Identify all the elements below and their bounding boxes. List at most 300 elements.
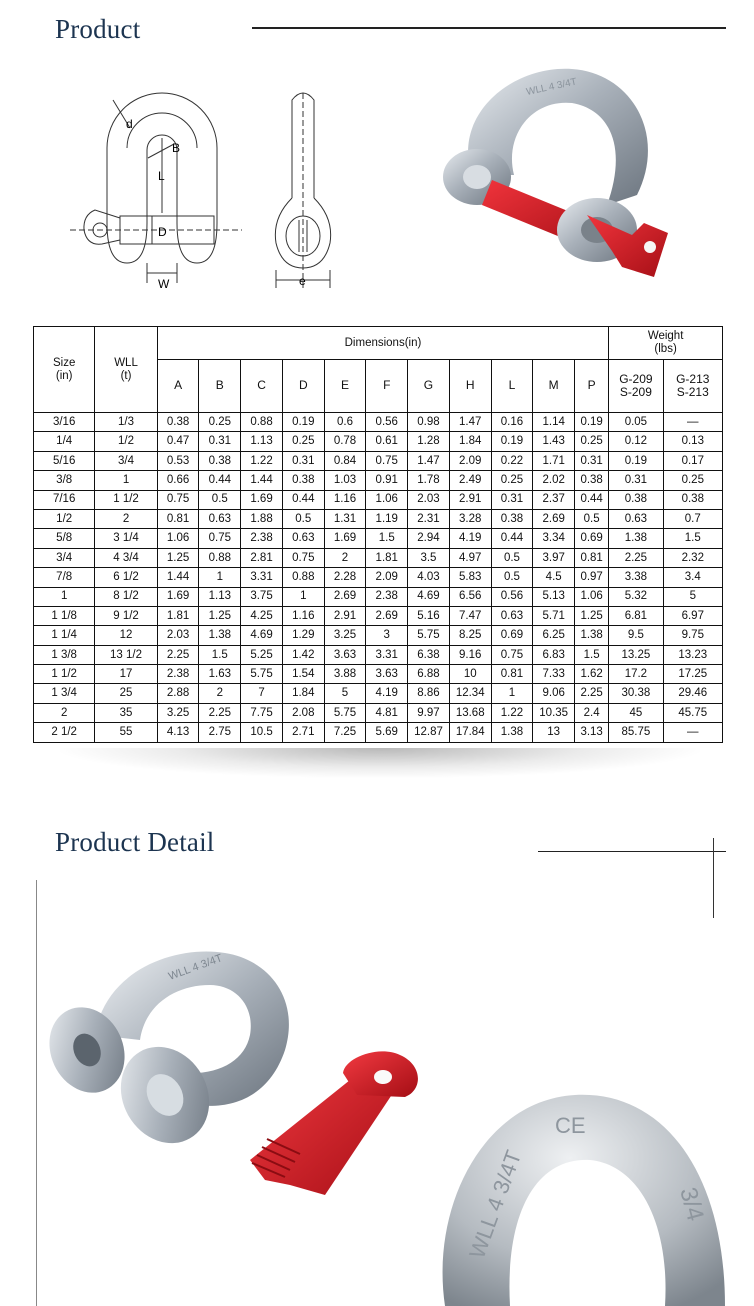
th-size: Size (in) [34, 327, 95, 413]
table-cell: 4.03 [408, 568, 450, 587]
table-cell: 1/2 [95, 432, 157, 451]
table-cell: 0.91 [366, 471, 408, 490]
th-dim-m: M [533, 360, 575, 413]
table-cell: 1.5 [199, 645, 241, 664]
th-dim-a: A [157, 360, 199, 413]
table-cell: 2.02 [533, 471, 575, 490]
table-cell: 1.14 [533, 413, 575, 432]
table-cell: 3.31 [241, 568, 283, 587]
table-cell: 0.31 [609, 471, 663, 490]
table-cell: 3.5 [408, 548, 450, 567]
table-cell: 4 3/4 [95, 548, 157, 567]
table-cell: 4.69 [241, 626, 283, 645]
shackle-photo [432, 55, 672, 295]
table-cell: 1.44 [241, 471, 283, 490]
table-cell: — [663, 723, 722, 742]
table-cell: 1.31 [324, 509, 366, 528]
table-cell: 1 1/8 [34, 606, 95, 625]
table-cell: 13.23 [663, 645, 722, 664]
table-cell: 10 [449, 665, 491, 684]
table-cell: 30.38 [609, 684, 663, 703]
table-cell: 0.84 [324, 451, 366, 470]
th-dim-l: L [491, 360, 533, 413]
table-cell: 0.7 [663, 509, 722, 528]
table-cell: 12.87 [408, 723, 450, 742]
table-cell: 5.75 [408, 626, 450, 645]
table-cell: 1.22 [491, 703, 533, 722]
table-cell: 2.88 [157, 684, 199, 703]
table-cell: 2.81 [241, 548, 283, 567]
table-cell: 0.44 [199, 471, 241, 490]
th-wll: WLL (t) [95, 327, 157, 413]
table-cell: 0.63 [282, 529, 324, 548]
th-dim-d: D [282, 360, 324, 413]
table-cell: 12.34 [449, 684, 491, 703]
table-cell: 10.5 [241, 723, 283, 742]
table-cell: 1.84 [282, 684, 324, 703]
table-cell: 3.4 [663, 568, 722, 587]
table-cell: 12 [95, 626, 157, 645]
table-cell: 3/4 [95, 451, 157, 470]
table-cell: 1.81 [157, 606, 199, 625]
table-cell: 0.38 [491, 509, 533, 528]
table-shadow [60, 748, 700, 778]
table-cell: 1.78 [408, 471, 450, 490]
table-cell: 7.47 [449, 606, 491, 625]
table-cell: 7/8 [34, 568, 95, 587]
table-cell: 5.32 [609, 587, 663, 606]
table-row [34, 471, 723, 490]
table-cell: 2.25 [157, 645, 199, 664]
th-dim-b: B [199, 360, 241, 413]
table-cell: 5/8 [34, 529, 95, 548]
label-e: e [299, 274, 306, 288]
table-cell: 0.5 [491, 548, 533, 567]
table-cell: 2.37 [533, 490, 575, 509]
table-row [34, 606, 723, 625]
table-cell: 1.63 [199, 665, 241, 684]
table-cell: 1.16 [282, 606, 324, 625]
closeup-wll-marking: WLL 4 3/4T [464, 1147, 527, 1262]
table-cell: 5 [663, 587, 722, 606]
section-title-product: Product [55, 14, 141, 44]
table-row [34, 413, 723, 432]
table-cell: 1.25 [575, 606, 609, 625]
table-cell: 5.25 [241, 645, 283, 664]
section-title-product-detail: Product Detail [55, 827, 215, 857]
detail-rule [538, 851, 726, 852]
table-cell: 0.17 [663, 451, 722, 470]
table-cell: 1.42 [282, 645, 324, 664]
table-cell: 10.35 [533, 703, 575, 722]
table-cell: 0.38 [157, 413, 199, 432]
table-cell: 2.91 [449, 490, 491, 509]
table-cell: 17 [95, 665, 157, 684]
table-cell: 17.2 [609, 665, 663, 684]
table-cell: 5.13 [533, 587, 575, 606]
table-cell: 0.75 [157, 490, 199, 509]
table-cell: 0.5 [491, 568, 533, 587]
table-cell: 0.75 [199, 529, 241, 548]
table-row [34, 645, 723, 664]
table-cell: 1.06 [157, 529, 199, 548]
table-cell: 1 3/4 [34, 684, 95, 703]
table-cell: 0.31 [491, 490, 533, 509]
table-cell: 1 [199, 568, 241, 587]
table-row [34, 490, 723, 509]
table-cell: 1.13 [241, 432, 283, 451]
table-cell: 17.25 [663, 665, 722, 684]
table-cell: 0.81 [491, 665, 533, 684]
table-cell: 4.5 [533, 568, 575, 587]
table-cell: 0.5 [199, 490, 241, 509]
table-cell: 0.75 [491, 645, 533, 664]
table-cell: 2.09 [366, 568, 408, 587]
table-cell: 1.69 [157, 587, 199, 606]
table-cell: 1.29 [282, 626, 324, 645]
table-cell: 0.31 [199, 432, 241, 451]
table-cell: 6.88 [408, 665, 450, 684]
spec-table-body [34, 413, 723, 743]
table-cell: 8 1/2 [95, 587, 157, 606]
table-cell: 7.33 [533, 665, 575, 684]
label-b: B [172, 141, 181, 155]
table-cell: 2.94 [408, 529, 450, 548]
table-cell: 9.16 [449, 645, 491, 664]
table-cell: 2.03 [157, 626, 199, 645]
table-cell: 2.03 [408, 490, 450, 509]
table-cell: 0.44 [575, 490, 609, 509]
table-cell: 1.43 [533, 432, 575, 451]
table-cell: 1.62 [575, 665, 609, 684]
table-cell: 1.47 [449, 413, 491, 432]
table-cell: 0.19 [609, 451, 663, 470]
table-cell: 0.38 [282, 471, 324, 490]
table-cell: 3.97 [533, 548, 575, 567]
table-cell: 2.75 [199, 723, 241, 742]
table-cell: 7.75 [241, 703, 283, 722]
table-cell: 0.88 [241, 413, 283, 432]
table-cell: 0.31 [575, 451, 609, 470]
th-dim-c: C [241, 360, 283, 413]
table-cell: 0.75 [282, 548, 324, 567]
shackle-side-drawing [266, 88, 346, 293]
table-cell: 1 [491, 684, 533, 703]
table-cell: 1.03 [324, 471, 366, 490]
table-cell: 4.19 [366, 684, 408, 703]
table-cell: 2.69 [366, 606, 408, 625]
table-cell: 0.81 [575, 548, 609, 567]
table-cell: 1 [282, 587, 324, 606]
table-cell: 6.97 [663, 606, 722, 625]
table-cell: 3 [366, 626, 408, 645]
table-cell: 13 [533, 723, 575, 742]
table-cell: 6 1/2 [95, 568, 157, 587]
table-cell: 2.09 [449, 451, 491, 470]
table-cell: 3.88 [324, 665, 366, 684]
table-cell: 5 [324, 684, 366, 703]
detail-shackle-photo [45, 945, 435, 1210]
header-rule [252, 27, 726, 29]
table-cell: 1.22 [241, 451, 283, 470]
closeup-size-marking: 3/4 [674, 1184, 709, 1224]
table-cell: 1.25 [199, 606, 241, 625]
table-cell: 45.75 [663, 703, 722, 722]
table-cell: 1/4 [34, 432, 95, 451]
table-cell: 2.08 [282, 703, 324, 722]
table-cell: 0.38 [609, 490, 663, 509]
table-cell: 4.97 [449, 548, 491, 567]
table-row [34, 568, 723, 587]
table-cell: 0.69 [491, 626, 533, 645]
table-cell: 2.28 [324, 568, 366, 587]
table-cell: 0.12 [609, 432, 663, 451]
table-cell: 0.25 [199, 413, 241, 432]
table-cell: 3.28 [449, 509, 491, 528]
table-cell: 1.5 [575, 645, 609, 664]
table-cell: 1/3 [95, 413, 157, 432]
table-cell: 1.06 [366, 490, 408, 509]
table-cell: 2.38 [366, 587, 408, 606]
table-cell: 4.81 [366, 703, 408, 722]
table-cell: 1 [34, 587, 95, 606]
table-cell: 29.46 [663, 684, 722, 703]
table-row [34, 451, 723, 470]
table-cell: 2 [324, 548, 366, 567]
table-row [34, 723, 723, 742]
table-cell: 1 [95, 471, 157, 490]
table-cell: 9.5 [609, 626, 663, 645]
closeup-ce-mark: CE [555, 1113, 586, 1138]
table-cell: 1.06 [575, 587, 609, 606]
photo-marking: WLL 4 3/4T [525, 76, 578, 98]
table-cell: 0.44 [282, 490, 324, 509]
table-cell: 1 1/4 [34, 626, 95, 645]
label-l: L [158, 169, 165, 183]
table-cell: 1.54 [282, 665, 324, 684]
table-row [34, 529, 723, 548]
table-cell: 2.25 [609, 548, 663, 567]
table-row [34, 665, 723, 684]
table-cell: 0.25 [663, 471, 722, 490]
table-cell: 3.25 [157, 703, 199, 722]
table-cell: 13.68 [449, 703, 491, 722]
table-cell: 0.5 [282, 509, 324, 528]
table-cell: 6.38 [408, 645, 450, 664]
detail-left-vrule [36, 880, 37, 1306]
table-cell: 0.75 [366, 451, 408, 470]
table-cell: 3/4 [34, 548, 95, 567]
table-cell: 0.13 [663, 432, 722, 451]
table-cell: 0.44 [491, 529, 533, 548]
label-d: d [126, 117, 133, 131]
table-cell: 3.34 [533, 529, 575, 548]
table-cell: 0.97 [575, 568, 609, 587]
table-cell: 0.19 [575, 413, 609, 432]
table-cell: 1.84 [449, 432, 491, 451]
table-cell: 2.49 [449, 471, 491, 490]
table-cell: 0.38 [199, 451, 241, 470]
table-cell: 1.38 [491, 723, 533, 742]
table-cell: 5.16 [408, 606, 450, 625]
table-cell: 5.71 [533, 606, 575, 625]
th-dimensions: Dimensions(in) [157, 327, 609, 360]
table-cell: 1.71 [533, 451, 575, 470]
table-cell: 0.31 [282, 451, 324, 470]
table-cell: 0.78 [324, 432, 366, 451]
table-cell: 1.38 [199, 626, 241, 645]
table-cell: 1.13 [199, 587, 241, 606]
table-cell: 3.13 [575, 723, 609, 742]
table-cell: 0.5 [575, 509, 609, 528]
table-cell: 45 [609, 703, 663, 722]
table-cell: 0.98 [408, 413, 450, 432]
table-cell: 0.22 [491, 451, 533, 470]
table-cell: 7/16 [34, 490, 95, 509]
table-cell: 6.81 [609, 606, 663, 625]
table-cell: 2 1/2 [34, 723, 95, 742]
table-cell: 0.88 [199, 548, 241, 567]
table-cell: — [663, 413, 722, 432]
detail-vrule [713, 838, 714, 918]
table-cell: 1.25 [157, 548, 199, 567]
table-row [34, 684, 723, 703]
table-cell: 0.6 [324, 413, 366, 432]
table-cell: 8.25 [449, 626, 491, 645]
table-cell: 3.63 [324, 645, 366, 664]
table-cell: 2.25 [199, 703, 241, 722]
table-cell: 0.66 [157, 471, 199, 490]
table-cell: 0.81 [157, 509, 199, 528]
table-cell: 1.81 [366, 548, 408, 567]
table-cell: 1.5 [663, 529, 722, 548]
table-row [34, 703, 723, 722]
table-cell: 1.5 [366, 529, 408, 548]
table-row [34, 432, 723, 451]
table-cell: 2.69 [324, 587, 366, 606]
table-cell: 1/2 [34, 509, 95, 528]
table-cell: 0.25 [491, 471, 533, 490]
table-cell: 1 1/2 [95, 490, 157, 509]
table-cell: 9.06 [533, 684, 575, 703]
table-cell: 13 1/2 [95, 645, 157, 664]
table-cell: 2.38 [241, 529, 283, 548]
th-weight: Weight (lbs) [609, 327, 723, 360]
table-cell: 2.69 [533, 509, 575, 528]
table-cell: 4.25 [241, 606, 283, 625]
table-cell: 1.38 [575, 626, 609, 645]
table-row [34, 587, 723, 606]
table-cell: 0.53 [157, 451, 199, 470]
table-cell: 0.63 [491, 606, 533, 625]
table-cell: 85.75 [609, 723, 663, 742]
table-cell: 9.75 [663, 626, 722, 645]
table-cell: 5.83 [449, 568, 491, 587]
table-cell: 0.63 [199, 509, 241, 528]
table-cell: 0.63 [609, 509, 663, 528]
table-cell: 1.47 [408, 451, 450, 470]
table-cell: 1.19 [366, 509, 408, 528]
th-dim-f: F [366, 360, 408, 413]
table-cell: 1 1/2 [34, 665, 95, 684]
table-cell: 35 [95, 703, 157, 722]
table-cell: 2.4 [575, 703, 609, 722]
table-cell: 8.86 [408, 684, 450, 703]
table-cell: 6.25 [533, 626, 575, 645]
table-cell: 2.32 [663, 548, 722, 567]
table-cell: 5/16 [34, 451, 95, 470]
table-cell: 2 [95, 509, 157, 528]
table-cell: 5.69 [366, 723, 408, 742]
th-dim-g: G [408, 360, 450, 413]
table-cell: 0.47 [157, 432, 199, 451]
table-cell: 5.75 [241, 665, 283, 684]
table-cell: 2 [34, 703, 95, 722]
table-cell: 0.19 [491, 432, 533, 451]
table-row [34, 548, 723, 567]
table-cell: 1.69 [324, 529, 366, 548]
spec-table [33, 326, 723, 743]
table-cell: 0.56 [366, 413, 408, 432]
table-cell: 3.31 [366, 645, 408, 664]
table-cell: 0.38 [575, 471, 609, 490]
table-cell: 2.91 [324, 606, 366, 625]
label-w: W [158, 277, 170, 291]
table-row [34, 509, 723, 528]
table-cell: 5.75 [324, 703, 366, 722]
table-cell: 0.88 [282, 568, 324, 587]
table-cell: 4.69 [408, 587, 450, 606]
table-cell: 4.13 [157, 723, 199, 742]
table-cell: 7 [241, 684, 283, 703]
table-cell: 3.63 [366, 665, 408, 684]
table-cell: 0.56 [491, 587, 533, 606]
table-cell: 1.38 [609, 529, 663, 548]
table-cell: 7.25 [324, 723, 366, 742]
table-cell: 0.25 [282, 432, 324, 451]
table-cell: 0.38 [663, 490, 722, 509]
table-cell: 2.38 [157, 665, 199, 684]
table-cell: 1 3/8 [34, 645, 95, 664]
table-cell: 1.44 [157, 568, 199, 587]
table-cell: 6.56 [449, 587, 491, 606]
table-row [34, 626, 723, 645]
table-cell: 3/16 [34, 413, 95, 432]
table-cell: 25 [95, 684, 157, 703]
table-cell: 13.25 [609, 645, 663, 664]
table-cell: 0.25 [575, 432, 609, 451]
table-cell: 3.25 [324, 626, 366, 645]
shackle-front-drawing [70, 88, 245, 293]
th-weight-g209: G-209 S-209 [609, 360, 663, 413]
table-cell: 3/8 [34, 471, 95, 490]
table-cell: 2.31 [408, 509, 450, 528]
table-cell: 9 1/2 [95, 606, 157, 625]
table-cell: 0.05 [609, 413, 663, 432]
table-cell: 17.84 [449, 723, 491, 742]
table-cell: 1.69 [241, 490, 283, 509]
table-cell: 0.19 [282, 413, 324, 432]
table-cell: 6.83 [533, 645, 575, 664]
detail-body-marking: WLL 4 3/4T [166, 952, 225, 983]
table-cell: 0.61 [366, 432, 408, 451]
table-cell: 9.97 [408, 703, 450, 722]
table-cell: 3 1/4 [95, 529, 157, 548]
table-cell: 0.69 [575, 529, 609, 548]
table-cell: 1.16 [324, 490, 366, 509]
table-cell: 2 [199, 684, 241, 703]
th-weight-g213: G-213 S-213 [663, 360, 722, 413]
